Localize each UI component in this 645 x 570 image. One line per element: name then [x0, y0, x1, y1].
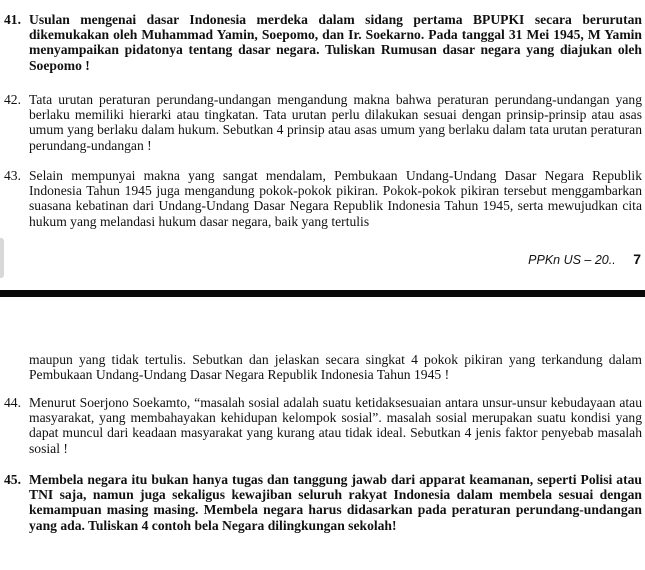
question-42: [4, 92, 642, 153]
question-45-number: 45.: [4, 472, 21, 487]
question-44: [4, 395, 642, 456]
question-42-text: Tata urutan peraturan perundang-undangan mengandung makna bahwa peraturan perundang-undangan yang berlaku memiliki hierarki atau tingkatan. Tata urutan perlu dilakukan sesuai dengan prinsip-prinsip atau asas umum yang berlaku dalam hukum. Sebutkan 4 prinsip atau asas umum yang berlaku dalam tata urutan peraturan perundang-undangan !: [29, 92, 642, 153]
page-edge-tab: [0, 238, 4, 278]
question-43-text: Selain mempunyai makna yang sangat mendalam, Pembukaan Undang-Undang Dasar Negara Republik Indonesia Tahun 1945 juga mengandung pokok-pokok pikiran. Pokok-pokok pikiran tersebut menggambarkan suasana kebatinan dari Undang-Undang Dasar Negara Republik Indonesia Tahun 1945, serta mewujudkan cita hukum yang melandasi hukum dasar negara, baik yang tertulis: [29, 168, 642, 229]
page-footer: [528, 251, 641, 267]
footer-label: PPKn US – 20..: [528, 253, 616, 267]
question-45: [4, 472, 642, 533]
question-43-number: 43.: [4, 168, 21, 183]
question-45-text: Membela negara itu bukan hanya tugas dan tanggung jawab dari apparat keamanan, seperti Polisi atau TNI saja, namun juga sekaligus kewajiban seluruh rakyat Indonesia dalam membela sesuai dengan kemampuan masing masing. Membela negara harus didasarkan pada peraturan perundang-undangan yang ada. Tuliskan 4 contoh bela Negara dilingkungan sekolah!: [29, 472, 642, 533]
question-43: [4, 168, 642, 229]
question-41: [4, 12, 642, 73]
page-break-divider: [0, 290, 645, 297]
question-43-continuation: [29, 352, 642, 382]
question-44-number: 44.: [4, 395, 21, 410]
question-42-number: 42.: [4, 92, 21, 107]
question-43-continuation-text: maupun yang tidak tertulis. Sebutkan dan jelaskan secara singkat 4 pokok pikiran yang terkandung dalam Pembukaan Undang-Undang Dasar Negara Republik Indonesia Tahun 1945 !: [29, 352, 642, 383]
page-number: 7: [633, 251, 641, 267]
question-44-text: Menurut Soerjono Soekamto, “masalah sosial adalah suatu ketidaksesuaian antara unsur-unsur kebudayaan atau masyarakat, yang membahayakan kehidupan kelompok sosial”. masalah sosial merupakan suatu kondisi yang dapat muncul dari keadaan masyarakat yang kurang atau tidak ideal. Sebutkan 4 jenis faktor penyebab masalah sosial !: [29, 395, 642, 456]
question-41-text: Usulan mengenai dasar Indonesia merdeka dalam sidang pertama BPUPKI secara berurutan dikemukakan oleh Muhammad Yamin, Soepomo, dan Ir. Soekarno. Pada tanggal 31 Mei 1945, M Yamin menyampaikan pidatonya tentang dasar negara. Tuliskan Rumusan dasar negara yang diajukan oleh Soepomo !: [29, 12, 642, 73]
question-41-number: 41.: [4, 12, 21, 27]
